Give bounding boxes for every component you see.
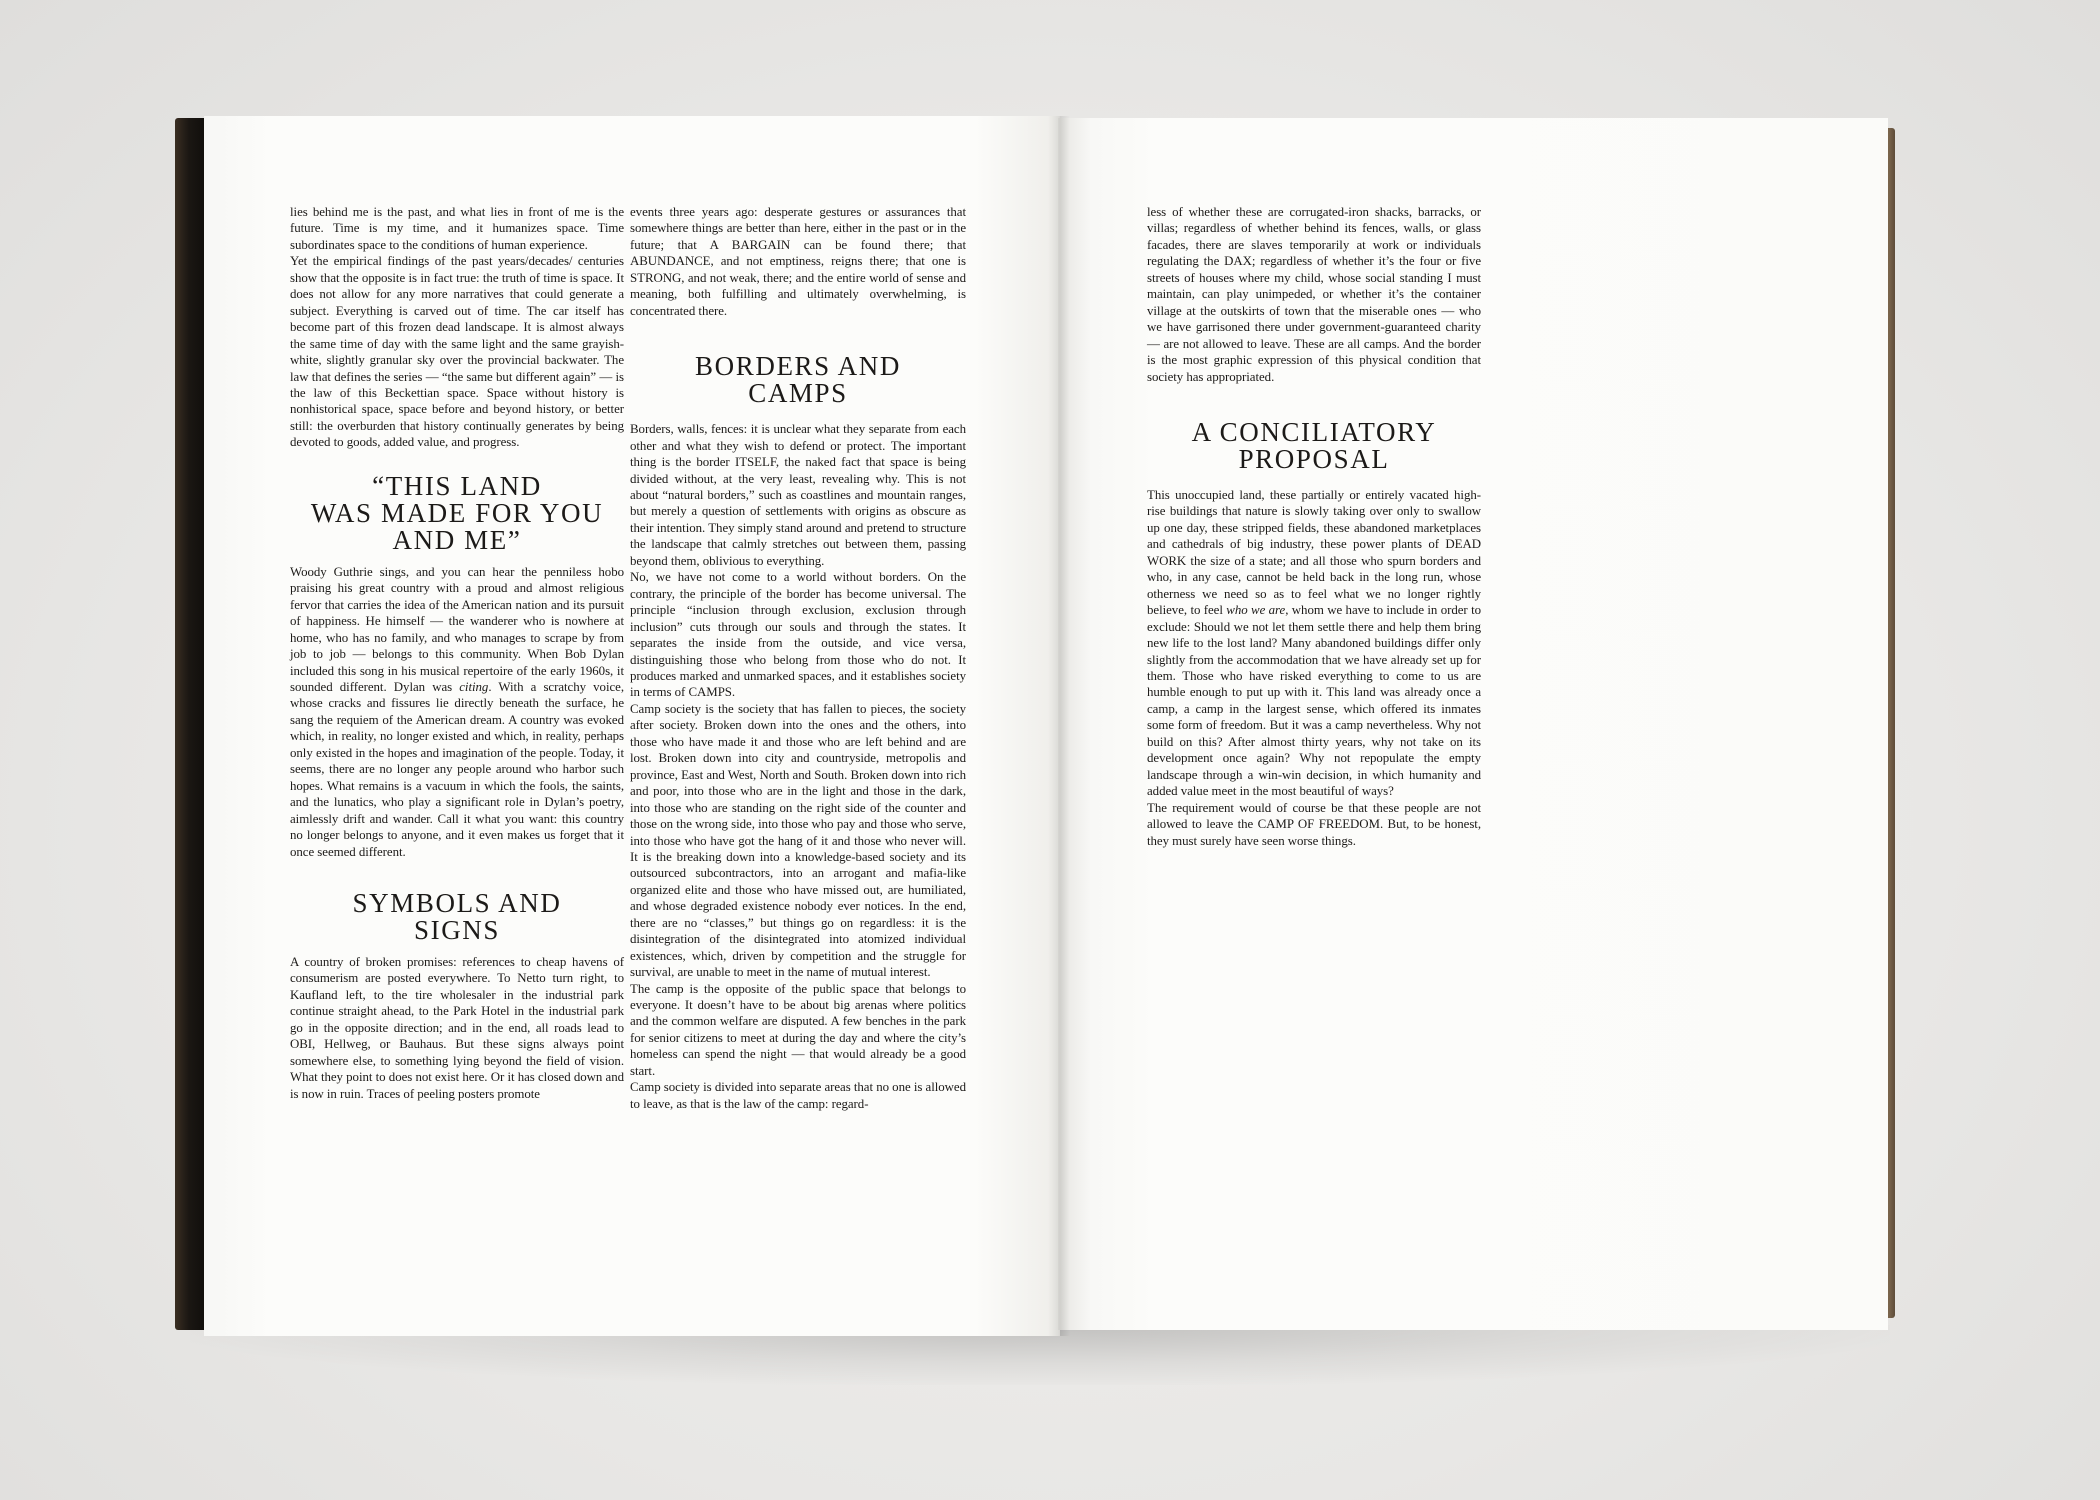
paragraph: Camp society is divided into separate areas that no one is allowed to leave, as that is the law of the camp: regard- <box>630 1080 966 1111</box>
heading-line: AND ME” <box>392 524 522 555</box>
text-run: . With a scratchy voice, whose cracks and fissures lie directly beneath the surface, he sang the requiem of the American dream. A country was evoked which, in reality, no longer existed and which, in reality, perhaps only existed in the hopes and imagination of the people. Today, it seems, there are no longer any people around who harbor such hopes. What remains is a vacuum in which the fools, the saints, and the lunatics, who play a significant role in Dylan’s poetry, aimlessly drift and wander. Call it what you want: this country no longer belongs to anyone, and it even makes us forget that it once seemed different. <box>290 679 624 859</box>
heading-line: SIGNS <box>413 914 501 945</box>
paragraph: Camp society is the society that has fallen to pieces, the society after society. Broken down into the ones and the others, into those who have made it and those who are left behind and are lost. Broken down into city and countryside, metropolis and province, East and West, North and South. Broken down into rich and poor, into those who are in the light and those in the dark, into those who are standing on the right side of the counter and those on the wrong side, into those who pay and those who serve, into those who have got the hang of it and those who never will. It is the breaking down into a knowledge-based society and its outsourced subcontractors, into an arrogant and mafia-like organized elite and those who have missed out, are humiliated, and whose degraded existence nobody ever notices. In the end, there are no “classes,” but things go on regardless: it is the disintegration of the disintegrated into atomized individual existences, which, driven by competition and the struggle for survival, are unable to meet in the name of mutual interest. <box>630 701 966 980</box>
emphasis: who we are <box>1226 603 1286 618</box>
heading-line: PROPOSAL <box>1238 443 1390 474</box>
text-run: This unoccupied land, these partially or entirely vacated high-rise buildings that nature is slowly taking over only to swallow up one day, these stripped fields, these abandoned marketplaces and cathedrals of big industry, these power plants of DEAD WORK the size of a state; and all those who spurn borders and who, in any case, cannot be held back in the long run, whose otherness we need so as to feel what we no longer rightly believe, to feel <box>1147 487 1481 618</box>
section-heading-borders-and-camps <box>630 353 966 407</box>
spacer <box>290 860 624 890</box>
paragraph <box>290 564 624 860</box>
spacer <box>630 407 966 421</box>
section-heading-symbols-and-signs <box>290 887 624 945</box>
paragraph: The requirement would of course be that these people are not allowed to leave the CAMP OF FREEDOM. But, to be honest, they must surely have seen worse things. <box>1147 800 1481 848</box>
left-page-column-2 <box>630 204 966 1112</box>
spacer <box>1147 385 1481 419</box>
paragraph: less of whether these are corrugated-iron shacks, barracks, or villas; regardless of whether behind its fences, walls, or glass facades, there are slaves temporarily at work or individuals regulating the DAX; regardless of whether it’s the four or five streets of houses where my child, whose social standing I must maintain, can play unimpeded, or whether it’s the container village at the outskirts of town that the miserable ones — who we have garrisoned there under government-guaranteed charity — are not allowed to leave. These are all camps. And the border is the most graphic expression of this physical condition that society has appropriated. <box>1147 205 1481 384</box>
heading-line: “THIS LAND <box>372 470 542 501</box>
paragraph: The camp is the opposite of the public space that belongs to everyone. It doesn’t have to be about big arenas where politics and the common welfare are disputed. A few benches in the park for senior citizens to meet at during the day and where the city’s homeless can spend the night — that would already be a good start. <box>630 981 966 1078</box>
spacer <box>290 554 624 564</box>
paragraph: lies behind me is the past, and what lies in front of me is the future. Time is my time, and it humanizes space. Time subordinates space to the conditions of human experience. <box>290 205 624 252</box>
text-run: Woody Guthrie sings, and you can hear the penniless hobo praising his great country with a proud and almost religious fervor that carries the idea of the American nation and its pursuit of happiness. He himself — the wanderer who is nowhere at home, who has no family, and who manages to scrape by from job to job — belongs to this community. When Bob Dylan included this song in his musical repertoire of the early 1960s, it sounded different. Dylan was <box>290 564 624 694</box>
right-page-column <box>1147 204 1481 849</box>
section-heading-this-land <box>290 470 624 555</box>
paragraph: Borders, walls, fences: it is unclear what they separate from each other and what they wish to defend or protect. The important thing is the border ITSELF, the naked fact that space is being divided without, at the very least, revealing why. This is not about “natural borders,” such as coastlines and mountain ranges, but merely a question of settlements with origins as obscure as their intention. They simply stand around and pretend to structure the landscape that calmly stretches out between them, passing beyond them, oblivious to everything. <box>630 422 966 568</box>
heading-line: BORDERS AND <box>695 351 901 382</box>
heading-line: WAS MADE FOR YOU <box>310 497 604 528</box>
book-gutter <box>1048 116 1070 1336</box>
heading-line: SYMBOLS AND <box>352 887 562 918</box>
spacer <box>630 319 966 353</box>
section-heading-a-conciliatory-proposal <box>1147 416 1481 474</box>
spacer <box>290 451 624 473</box>
emphasis: citing <box>459 679 489 694</box>
spacer <box>1147 473 1481 487</box>
spacer <box>290 944 624 954</box>
paragraph: No, we have not come to a world without borders. On the contrary, the principle of the border has become universal. The principle “inclusion through exclusion, exclusion through inclusion” cuts through our souls and through the states. It separates the inside from the outside, and vice versa, distinguishing those who belong from those who do not. It produces marked and unmarked spaces, and it establishes society in terms of CAMPS. <box>630 570 966 700</box>
heading-line: A CONCILIATORY <box>1191 416 1437 447</box>
heading-line: CAMPS <box>748 378 848 409</box>
text-run: , whom we have to include in order to exclude: Should we not let them settle there and help them bring new life to the lost land? Many abandoned buildings differ only slightly from the accommodation that we have already set up for them. Those who have risked everything to come to us are humble enough to put up with it. This land was already once a camp, a camp in the largest sense, which offered its inmates some form of freedom. But it was a camp nevertheless. Why not build on this? After almost thirty years, why not take on its development once again? Why not repopulate the empty landscape through a win-win decision, in which humanity and added value meet in the most beautiful of ways? <box>1147 603 1482 799</box>
left-page-column-1 <box>290 204 624 1102</box>
paragraph: Yet the empirical findings of the past years/decades/ centuries show that the opposite is in fact true: the truth of time is space. It does not allow for any more narratives that could generate a subject. Everything is carved out of time. The car itself has become part of this frozen dead landscape. It is almost always the same time of day with the same light and the same grayish-white, slightly granular sky over the provincial backwater. The law that defines the series — “the same but different again” — is the law of this Beckettian space. Space without history is nonhistorical space, space before and beyond history, or better still: the overburden that history continually generates by being devoted to goods, added value, and progress. <box>290 254 624 450</box>
paragraph: events three years ago: desperate gestures or assurances that somewhere things are better than here, either in the past or in the future; that A BARGAIN can be found there; that ABUNDANCE, and not emptiness, reigns there; that one is STRONG, and not weak, there; and the entire world of sense and meaning, both fulfilling and ultimately overwhelming, is concentrated there. <box>630 205 966 318</box>
paragraph <box>1147 487 1481 800</box>
paragraph: A country of broken promises: references to cheap havens of consumerism are posted everywhere. To Netto turn right, to Kaufland left, to the tire wholesaler in the industrial park continue straight ahead, to the Park Hotel in the industrial park go in the opposite direction; and in the end, all roads lead to OBI, Hellweg, or Bauhaus. But these signs always point somewhere else, to something lying beyond the field of vision. What they point to does not exist here. Or it has closed down and is now in ruin. Traces of peeling posters promote <box>290 954 624 1101</box>
